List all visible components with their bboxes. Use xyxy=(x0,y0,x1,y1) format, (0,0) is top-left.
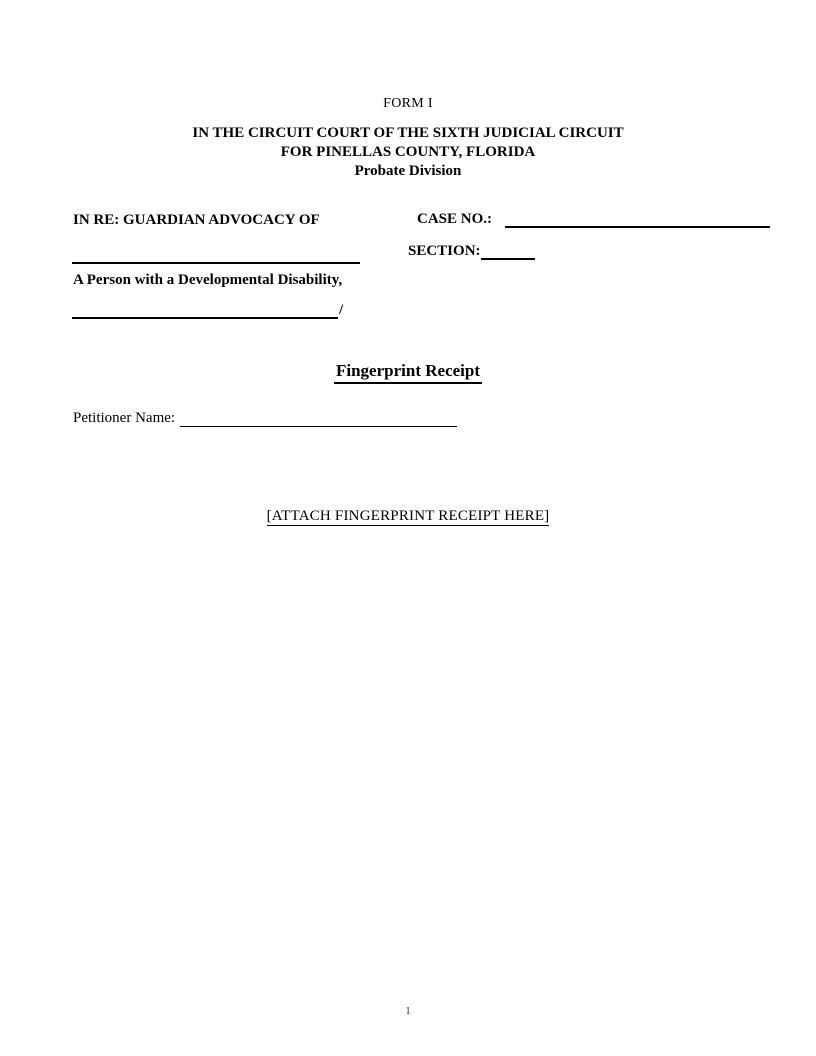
ward-name-field-2[interactable] xyxy=(72,301,338,319)
document-title-row xyxy=(0,361,816,384)
court-heading xyxy=(0,124,816,181)
court-heading-line-1: IN THE CIRCUIT COURT OF THE SIXTH JUDICIAL CIRCUIT xyxy=(192,125,624,141)
person-disability-label: A Person with a Developmental Disability, xyxy=(73,272,343,288)
attach-note-row xyxy=(0,508,816,526)
section-field[interactable] xyxy=(481,242,535,260)
section-label: SECTION: xyxy=(408,243,481,259)
document-title: Fingerprint Receipt xyxy=(334,361,482,384)
attach-fingerprint-note: [ATTACH FINGERPRINT RECEIPT HERE] xyxy=(266,508,550,524)
case-no-label: CASE NO.: xyxy=(417,211,493,227)
petitioner-name-label: Petitioner Name: xyxy=(73,410,176,426)
in-re-label: IN RE: GUARDIAN ADVOCACY OF xyxy=(73,212,320,228)
ward-name-field[interactable] xyxy=(72,246,360,264)
court-heading-line-3: Probate Division xyxy=(354,163,462,179)
form-number-label: FORM I xyxy=(383,96,433,111)
case-no-field[interactable] xyxy=(505,210,770,228)
petitioner-name-field[interactable] xyxy=(180,410,457,427)
caption-end-slash: / xyxy=(339,302,344,318)
page-number: 1 xyxy=(405,1005,411,1017)
court-heading-line-2: FOR PINELLAS COUNTY, FLORIDA xyxy=(280,144,536,160)
